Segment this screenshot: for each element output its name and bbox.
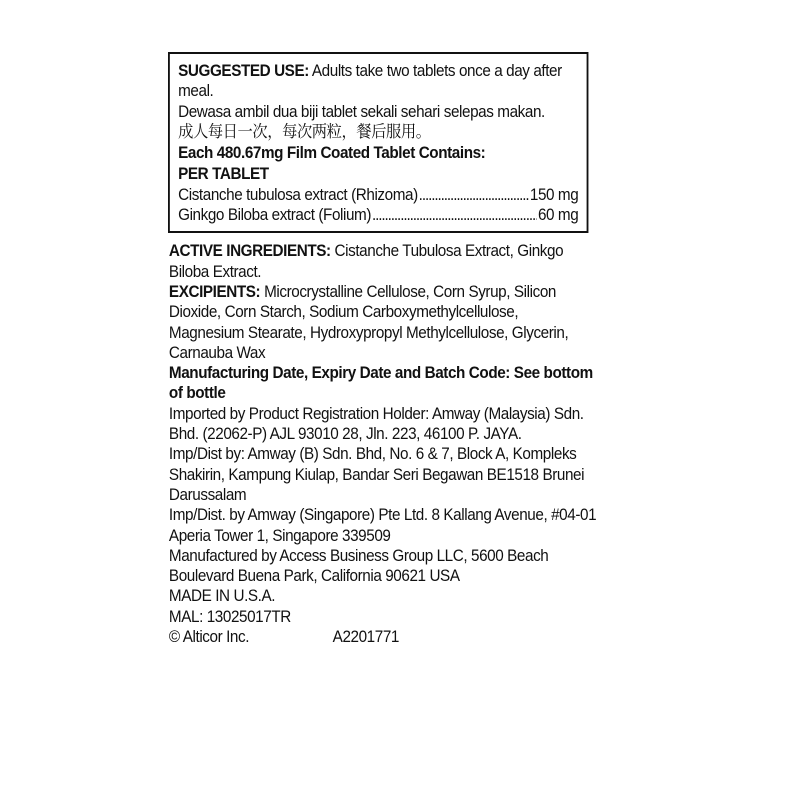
label-body — [168, 233, 597, 647]
active-ingredients-text: Cistanche Tubulosa Extract, Ginkgo Biloba Extract. — [168, 241, 564, 281]
dot-leader — [372, 205, 537, 225]
ingredient-name: Cistanche tubulosa extract (Rhizoma) — [178, 184, 418, 204]
manufacturer: Manufactured by Access Business Group LLC, 5600 Beach Boulevard Buena Park, California 90621 USA — [168, 545, 549, 586]
excipients-text: Microcrystalline Cellulose, Corn Syrup, Silicon Dioxide, Corn Starch, Sodium Carboxymethylcellulose, Magnesium Stearate, Hydroxypropyl Methylcellulose, Glycerin, Carnauba Wax — [168, 281, 569, 362]
ingredient-amount: 60 mg — [537, 205, 579, 225]
excipients-heading: EXCIPIENTS: — [168, 281, 261, 301]
ingredient-amount: 150 mg — [529, 184, 579, 204]
composition-title: Each 480.67mg Film Coated Tablet Contains: — [178, 143, 486, 163]
made-in: MADE IN U.S.A. — [168, 586, 276, 606]
importer-brunei: Imp/Dist by: Amway (B) Sdn. Bhd, No. 6 & 7, Block A, Kompleks Shakirin, Kampung Kiulap, Bandar Seri Begawan BE1518 Brunei Darussalam — [168, 444, 585, 504]
ingredient-row — [178, 205, 578, 225]
importer-malaysia: Imported by Product Registration Holder: Amway (Malaysia) Sdn. Bhd. (22062-P) AJL 93010 28, Jln. 223, 46100 P. JAYA. — [168, 403, 584, 444]
excipients — [169, 282, 597, 363]
active-ingredients-heading: ACTIVE INGREDIENTS: — [168, 241, 331, 261]
suggested-use-heading: SUGGESTED USE: — [178, 61, 309, 80]
supplement-label — [168, 52, 597, 647]
importer-singapore: Imp/Dist. by Amway (Singapore) Pte Ltd. 8 Kallang Avenue, #04-01 Aperia Tower 1, Singapore 339509 — [168, 505, 597, 545]
suggested-use-text-zh: 成人每日一次，每次两粒，餐后服用。 — [178, 121, 431, 141]
ingredient-name: Ginkgo Biloba extract (Folium) — [178, 205, 372, 225]
copyright: © Alticor Inc. — [168, 627, 250, 647]
suggested-use-english — [178, 61, 578, 102]
suggested-use-text-ms: Dewasa ambil dua biji tablet sekali sehari selepas makan. — [178, 101, 545, 121]
per-tablet-heading: PER TABLET — [178, 164, 269, 184]
active-ingredients — [169, 241, 597, 282]
product-code: A2201771 — [332, 627, 399, 647]
dot-leader — [419, 185, 529, 205]
manufacturing-note: Manufacturing Date, Expiry Date and Batch Code: See bottom of bottle — [168, 363, 593, 403]
suggested-use-text-en: Adults take two tablets once a day after meal. — [178, 61, 562, 101]
suggested-use-box — [168, 52, 588, 233]
mal-number: MAL: 13025017TR — [168, 606, 291, 626]
ingredient-row — [178, 185, 578, 205]
footer-row — [169, 627, 597, 647]
